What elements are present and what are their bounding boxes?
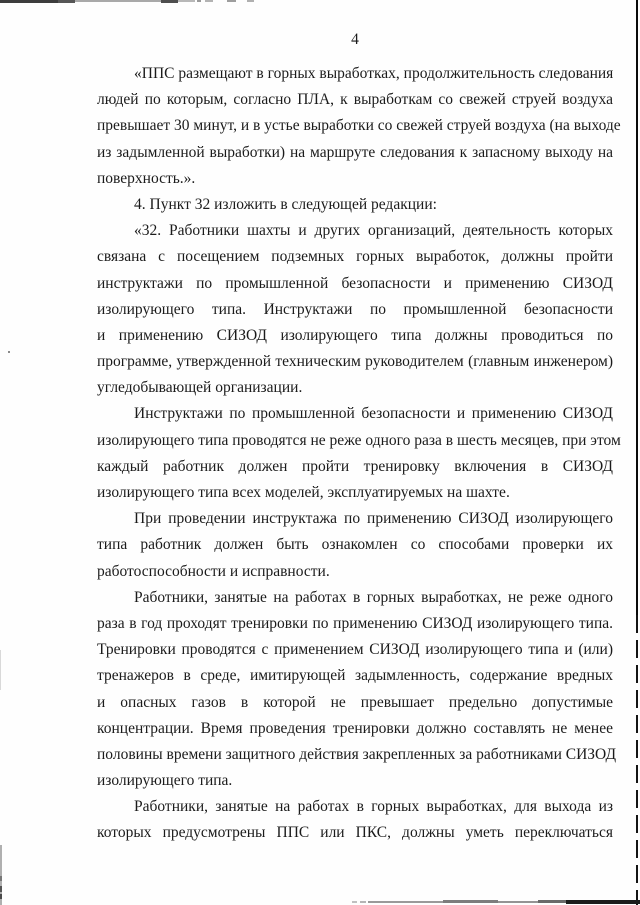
- text-line: изолирующего типа проводятся не реже одного раза в шесть месяцев, при этом: [97, 431, 621, 449]
- text-line: из задымленной выработки) на маршруте следования к запасному выходу на: [97, 143, 613, 161]
- text-line: Работники, занятые на работах в горных выработках, для выхода из: [134, 798, 613, 816]
- scan-artifact-bottom-edge: [443, 900, 498, 903]
- paragraph: [97, 506, 613, 585]
- scan-artifact-left-edge: [0, 894, 2, 899]
- paragraph: [97, 61, 621, 192]
- text-line: половины времени защитного действия закрепленных за работниками СИЗОД: [97, 745, 617, 763]
- paragraph: [97, 192, 613, 218]
- scan-artifact-bottom-edge: [368, 901, 443, 903]
- scan-artifact-top-edge: [247, 0, 254, 2]
- text-line: угледобывающей организации.: [97, 379, 303, 397]
- text-line: которых предусмотрены ППС или ПКС, должны уметь переключаться: [97, 824, 613, 842]
- text-line: каждый работник должен пройти тренировку включения в СИЗОД: [97, 457, 613, 475]
- text-line: и применению СИЗОД изолирующего типа должны проводиться по: [97, 326, 613, 344]
- paragraph: [97, 794, 613, 846]
- text-line: изолирующего типа всех моделей, эксплуатируемых на шахте.: [97, 484, 510, 501]
- scan-artifact-top-edge: [75, 0, 161, 2]
- paragraph: [97, 401, 621, 506]
- scan-artifact-bottom-edge: [498, 901, 538, 903]
- scan-artifact-top-edge: [58, 0, 75, 3]
- scan-artifact-top-edge: [227, 0, 236, 2]
- text-line: типа работник должен быть ознакомлен со способами проверки их: [97, 536, 613, 554]
- text-line: превышает 30 минут, и в устье выработки со свежей струей воздуха (на выходе: [97, 117, 621, 135]
- text-line: программе, утвержденной техническим руководителем (главным инженером): [97, 353, 613, 371]
- scan-artifact-right-line: [636, 0, 638, 615]
- scan-artifact-top-edge: [178, 0, 195, 2]
- scan-artifact-left-edge: [0, 650, 1, 690]
- document-body: [97, 61, 621, 847]
- text-line: изолирующего типа. Инструктажи по промышленной безопасности: [97, 300, 613, 318]
- scan-artifact-bottom-edge: [360, 901, 366, 903]
- text-line: раза в год проходят тренировки по применению СИЗОД изолирующего типа.: [97, 614, 613, 632]
- text-line: «32. Работники шахты и других организаций, деятельность которых: [134, 222, 613, 240]
- scan-artifact-top-edge: [161, 0, 178, 3]
- paragraph: [97, 218, 613, 401]
- scan-artifact-speck: [8, 351, 10, 353]
- scan-artifact-bottom-edge: [566, 900, 640, 904]
- scan-artifact-right-line: [636, 615, 638, 905]
- text-line: поверхность.».: [97, 169, 196, 187]
- text-line: инструктажи по промышленной безопасности и применению СИЗОД: [97, 274, 613, 292]
- scan-artifact-left-edge: [0, 876, 2, 881]
- text-line: Тренировки проводятся с применением СИЗОД изолирующего типа и (или): [97, 641, 613, 659]
- scan-artifact-top-edge: [0, 0, 58, 3]
- text-line: При проведении инструктажа по применению СИЗОД изолирующего: [134, 510, 613, 528]
- text-line: людей по которым, согласно ПЛА, к выработкам со свежей струей воздуха: [97, 91, 613, 109]
- scan-artifact-top-edge: [197, 0, 201, 2]
- scan-artifact-left-edge: [0, 886, 2, 892]
- page-number: 4: [351, 31, 359, 48]
- text-line: тренажеров в среде, имитирующей задымленность, содержание вредных: [97, 667, 613, 685]
- text-line: «ППС размещают в горных выработках, продолжительность следования: [134, 65, 614, 82]
- text-line: 4. Пункт 32 изложить в следующей редакции:: [134, 195, 437, 213]
- text-line: Инструктажи по промышленной безопасности и применению СИЗОД: [134, 405, 613, 423]
- text-line: и опасных газов в которой не превышает предельно допустимые: [97, 693, 613, 711]
- scan-artifact-top-edge: [205, 0, 213, 2]
- scan-artifact-bottom-edge: [538, 900, 566, 903]
- text-line: работоспособности и исправности.: [97, 562, 330, 580]
- scan-artifact-bottom-edge: [352, 901, 357, 903]
- text-line: Работники, занятые на работах в горных выработках, не реже одного: [134, 588, 613, 606]
- text-line: концентрации. Время проведения тренировки должно составлять не менее: [97, 719, 613, 737]
- text-line: изолирующего типа.: [97, 772, 233, 790]
- paragraph: [97, 585, 617, 795]
- text-line: связана с посещением подземных горных выработок, должны пройти: [97, 248, 613, 266]
